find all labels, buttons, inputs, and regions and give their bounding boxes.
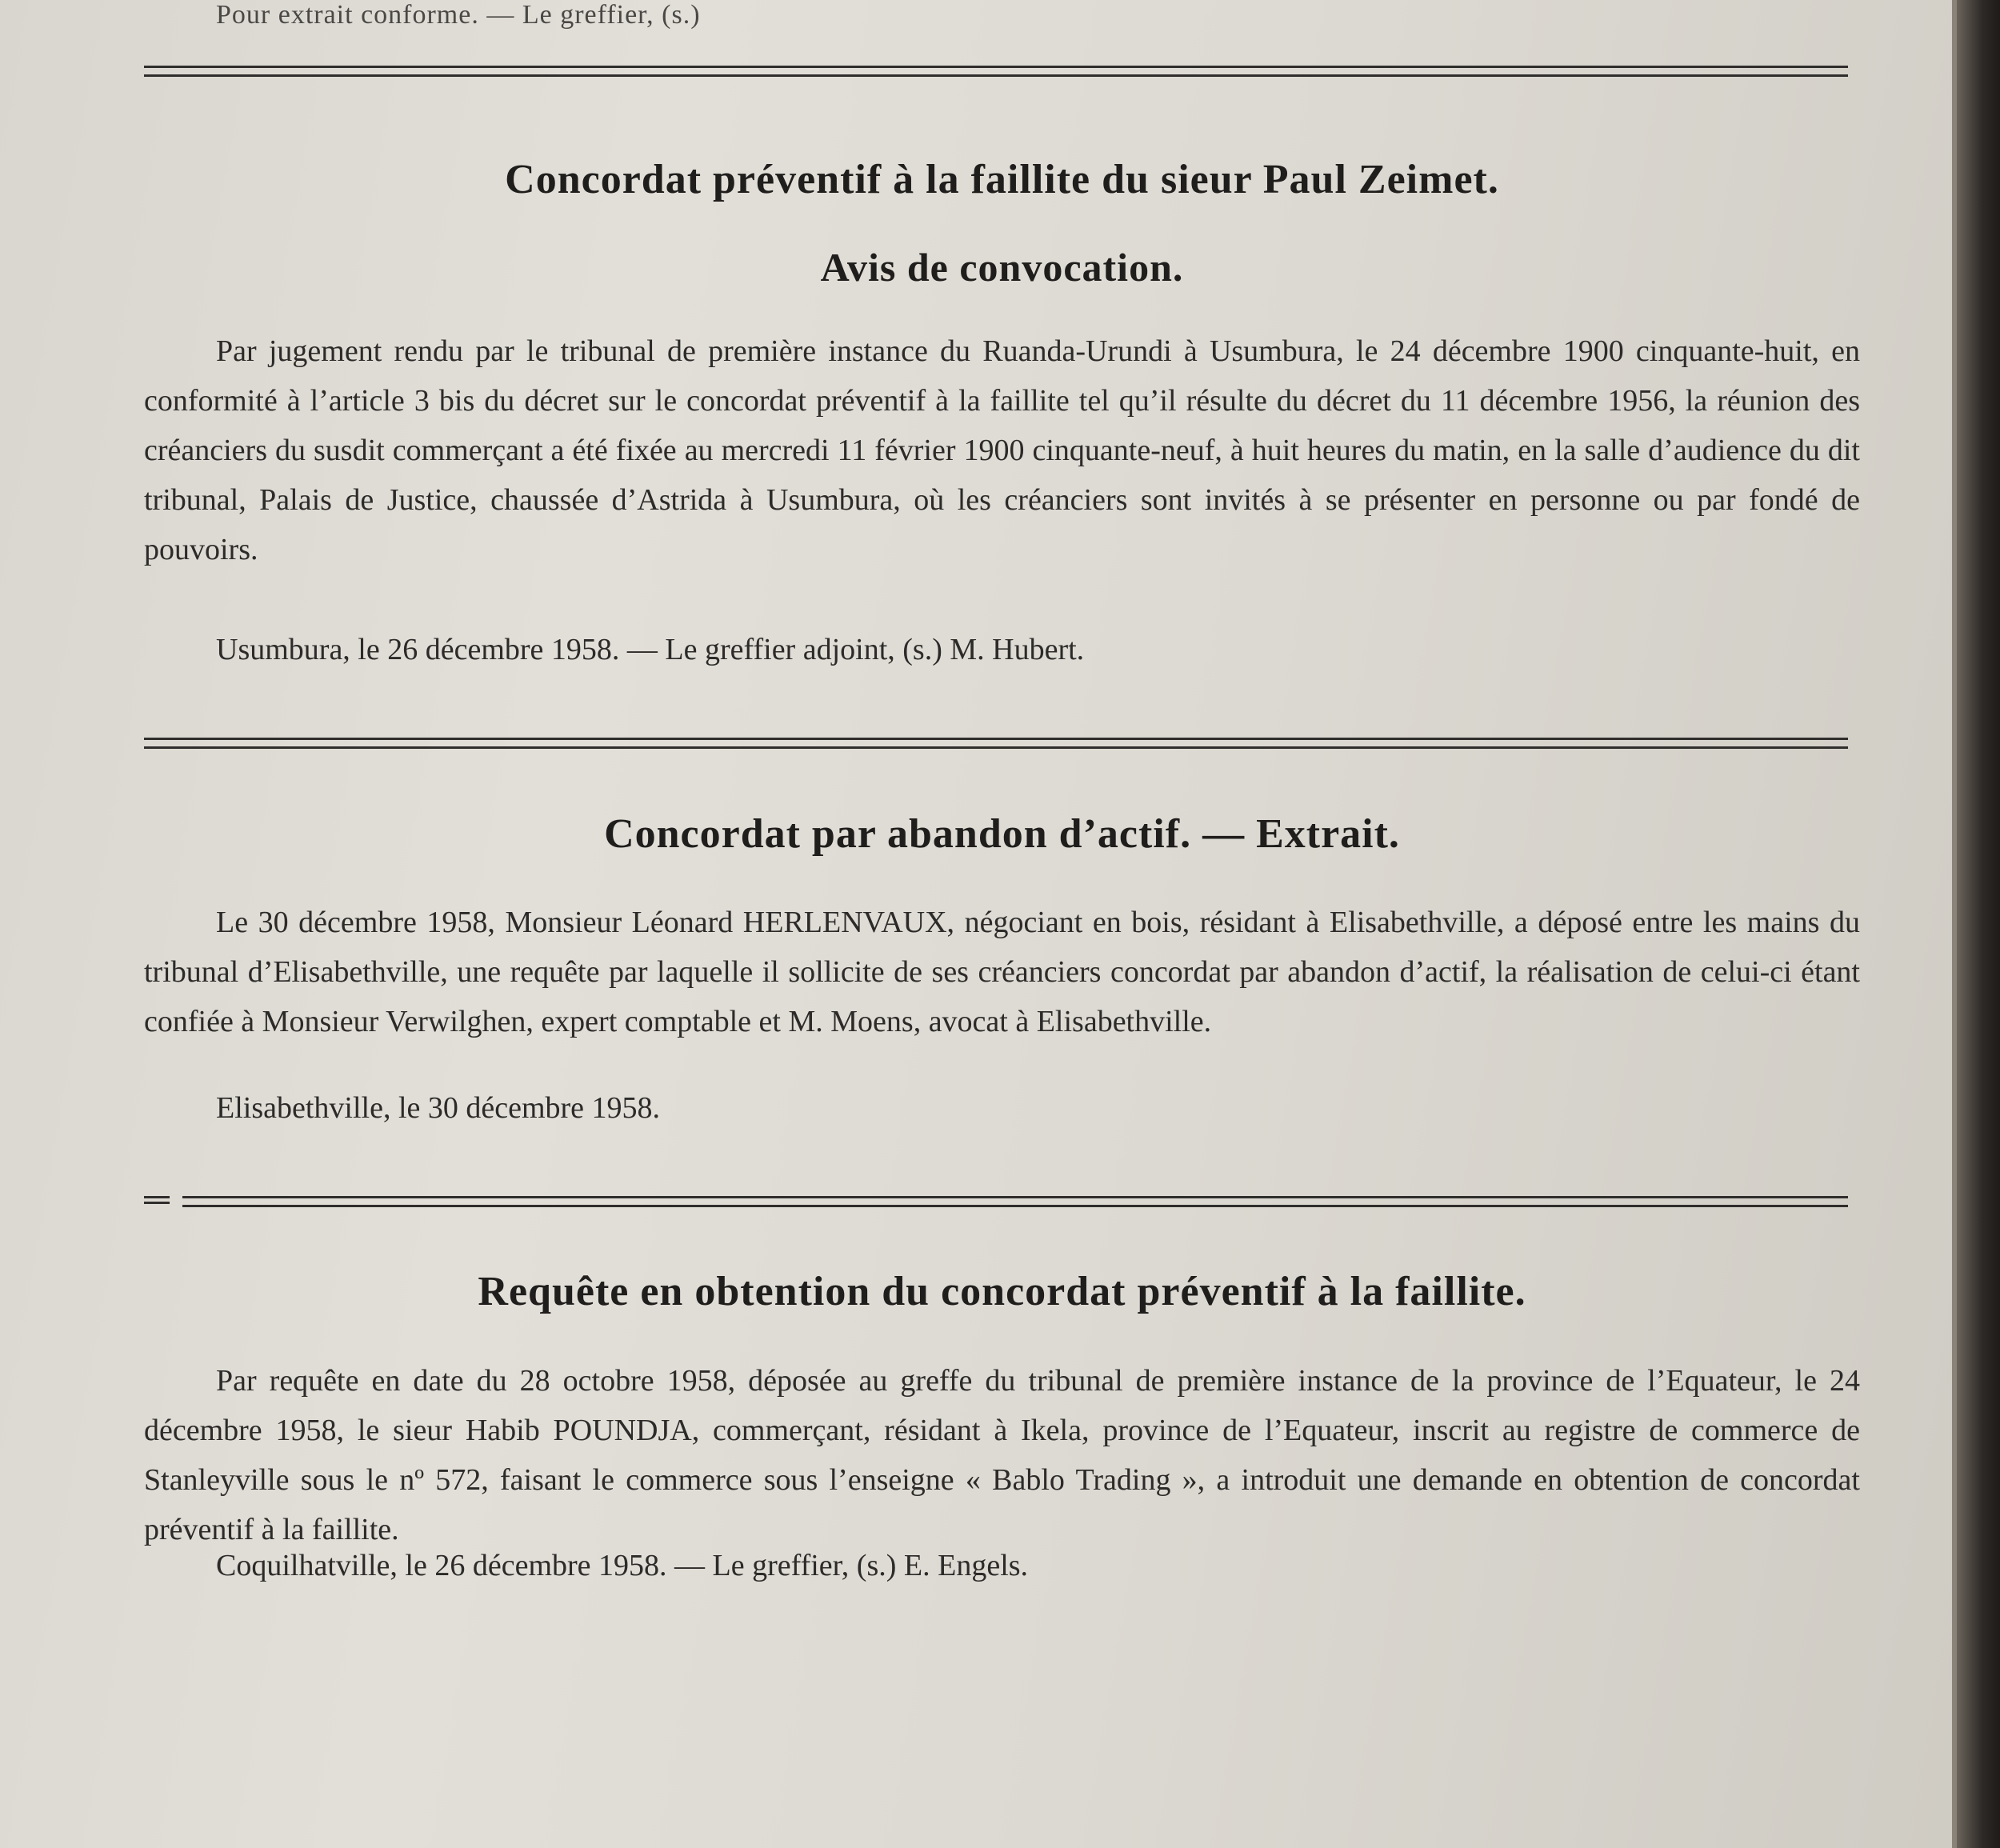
short-dash-mark — [144, 1196, 170, 1204]
section-subtitle-convocation: Avis de convocation. — [820, 245, 1184, 290]
section-body-abandon: Le 30 décembre 1958, Monsieur Léonard HERLENVAUX, négociant en bois, résidant à Elisabethville, a déposé entre les mains du tribunal d’Elisabethville, une requête par laquelle il sollicite de ses créanciers concordat par abandon d’actif, la réalisation de celui-ci étant confiée à Monsieur Verwilghen, expert comptable et M. Moens, avocat à Elisabethville. — [144, 906, 1860, 1038]
section-divider — [182, 1196, 1848, 1207]
section-title-requete: Requête en obtention du concordat préventif à la faillite. — [478, 1269, 1526, 1314]
section-divider — [144, 66, 1848, 77]
section-title-abandon: Concordat par abandon d’actif. — Extrait. — [604, 811, 1400, 857]
section-divider — [144, 738, 1848, 749]
section-signature-requete: Coquilhatville, le 26 décembre 1958. — Le greffier, (s.) E. Engels. — [216, 1549, 1029, 1582]
section-body-zeimet: Par jugement rendu par le tribunal de première instance du Ruanda-Urundi à Usumbura, le 24 décembre 1900 cinquante-huit, en conformité à l’article 3 bis du décret sur le concordat préventif à la faillite tel qu’il résulte du décret du 11 décembre 1956, la réunion des créanciers du susdit commerçant a été fixée au mercredi 11 février 1900 cinquante-neuf, à huit heures du matin, en la salle d’audience du dit tribunal, Palais de Justice, chaussée d’Astrida à Usumbura, où les créanciers sont invités à se présenter en personne ou par fondé de pouvoirs. — [144, 334, 1860, 566]
section-title-zeimet: Concordat préventif à la faillite du sieur Paul Zeimet. — [505, 157, 1499, 202]
cropped-header-text: Pour extrait conforme. — Le greffier, (s.) — [216, 0, 701, 30]
section-signature-zeimet: Usumbura, le 26 décembre 1958. — Le greffier adjoint, (s.) M. Hubert. — [216, 633, 1085, 666]
section-signature-abandon: Elisabethville, le 30 décembre 1958. — [216, 1091, 661, 1125]
section-body-requete: Par requête en date du 28 octobre 1958, déposée au greffe du tribunal de première instance de la province de l’Equateur, le 24 décembre 1958, le sieur Habib POUNDJA, commerçant, résidant à Ikela, province de l’Equateur, inscrit au registre de commerce de Stanleyville sous le nº 572, faisant le commerce sous l’enseigne « Bablo Trading », a introduit une demande en obtention de concordat préventif à la faillite. — [144, 1364, 1860, 1546]
book-edge — [1957, 0, 2000, 1848]
